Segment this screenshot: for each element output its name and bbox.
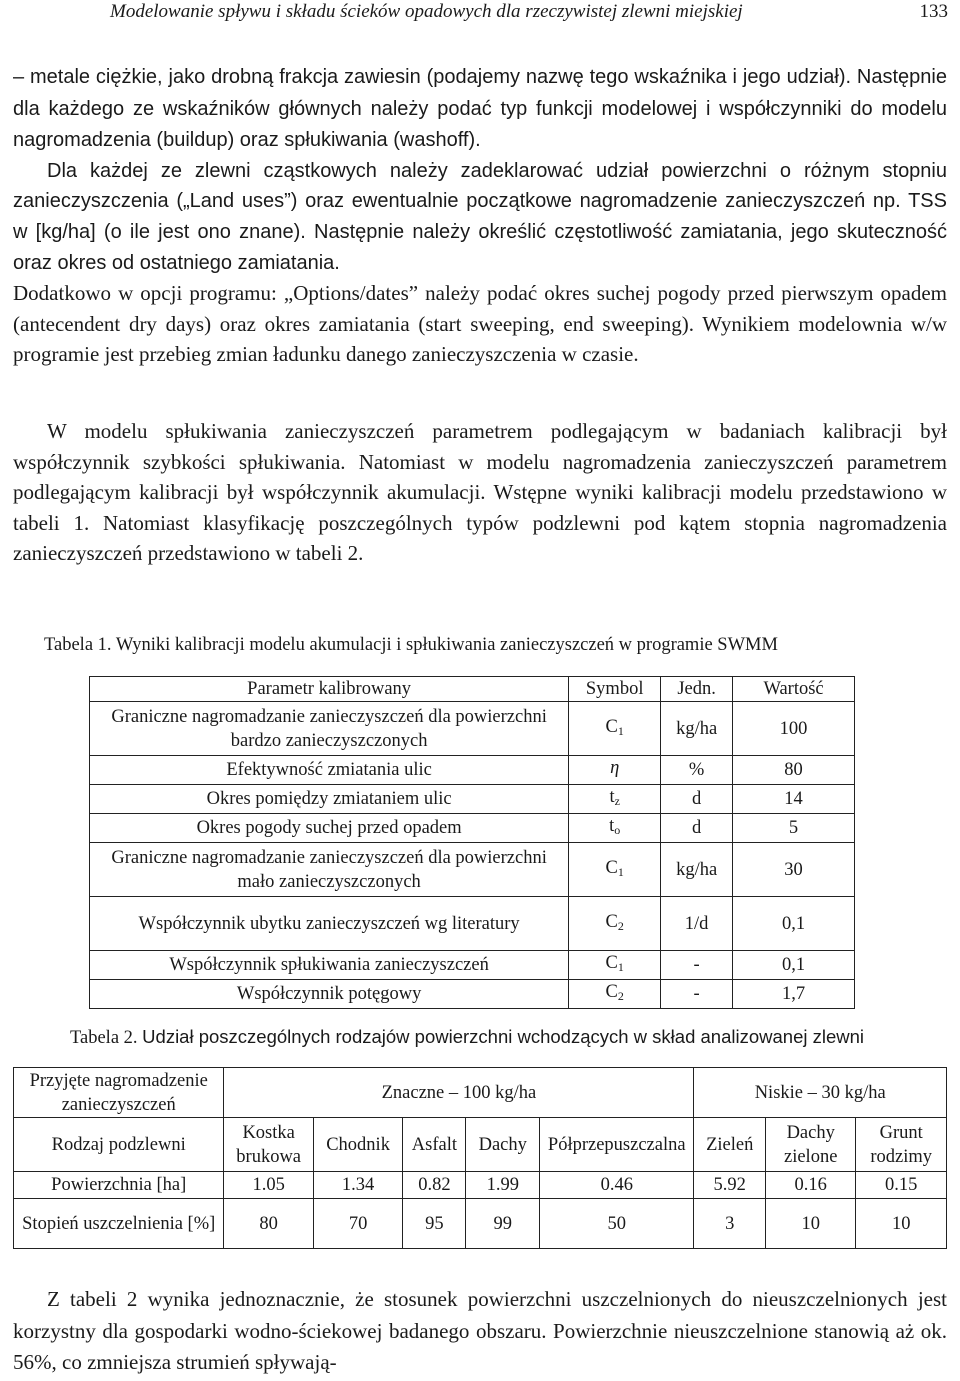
- header-value: Wartość: [733, 677, 855, 702]
- table-row: [90, 951, 855, 980]
- unit-cell: d: [661, 814, 733, 843]
- group-low-cell: Niskie – 30 kg/ha: [694, 1068, 947, 1118]
- table-row: [90, 980, 855, 1009]
- value-cell: 14: [733, 785, 855, 814]
- value-cell: 5: [733, 814, 855, 843]
- calibration-table: [89, 676, 855, 1009]
- type-cell: Dachy zielone: [765, 1118, 855, 1172]
- symbol-cell: $C_2$: [569, 980, 661, 1009]
- param-cell: Graniczne nagromadzanie zanieczyszczeń dla powierzchni bardzo zanieczyszczonych: [90, 702, 569, 756]
- table2-caption: Tabela 2. Udział poszczególnych rodzajów powierzchni wchodzących w skład analizowanej zlewni: [70, 1026, 865, 1048]
- seal-cell: 99: [466, 1199, 540, 1249]
- table-row: [14, 1118, 947, 1172]
- header-title: Modelowanie spływu i składu ścieków opadowych dla rzeczywistej zlewni miejskiej: [110, 1, 743, 22]
- row-label: Przyjęte nagromadzenie zanieczyszczeń: [14, 1068, 224, 1118]
- symbol-cell: η: [569, 756, 661, 785]
- value-cell: 30: [733, 843, 855, 897]
- value-cell: 0,1: [733, 951, 855, 980]
- area-cell: 0.46: [540, 1172, 694, 1199]
- symbol-cell: $C_1$: [569, 702, 661, 756]
- value-cell: 1,7: [733, 980, 855, 1009]
- paragraph-2-serif: Dodatkowo w opcji programu: „Options/dates” należy podać okres suchej pogody przed pierwszym opadem (antecendent dry days) oraz okres zamiatania (start sweeping, end sweeping). Wynikiem modelownia w/w programie jest przebieg zmian ładunku danego zanieczyszczenia w czasie.: [13, 281, 947, 367]
- area-cell: 1.34: [313, 1172, 402, 1199]
- paragraph-4: Z tabeli 2 wynika jednoznacznie, że stosunek powierzchni uszczelnionych do nieuszczelnionych jest korzystny dla gospodarki wodno-ściekowej badanego obszaru. Powierzchnie nieuszczelnione stanowią aż ok. 56%, co zmniejsza strumień spływają-: [13, 1287, 947, 1374]
- unit-cell: kg/ha: [661, 702, 733, 756]
- param-cell: Współczynnik potęgowy: [90, 980, 569, 1009]
- table-row: [90, 843, 855, 897]
- seal-cell: 3: [694, 1199, 766, 1249]
- area-cell: 5.92: [694, 1172, 766, 1199]
- seal-cell: 10: [856, 1199, 947, 1249]
- land-use-table: [13, 1067, 947, 1249]
- value-cell: 80: [733, 756, 855, 785]
- area-cell: 1.99: [466, 1172, 540, 1199]
- param-cell: Współczynnik ubytku zanieczyszczeń wg literatury: [90, 897, 569, 951]
- area-cell: 1.05: [224, 1172, 313, 1199]
- type-cell: Chodnik: [313, 1118, 402, 1172]
- seal-cell: 70: [313, 1199, 402, 1249]
- table-row: [14, 1172, 947, 1199]
- table-row: [90, 785, 855, 814]
- symbol-cell: $C_2$: [569, 897, 661, 951]
- param-cell: Graniczne nagromadzanie zanieczyszczeń dla powierzchni mało zanieczyszczonych: [90, 843, 569, 897]
- symbol-cell: $C_1$: [569, 951, 661, 980]
- symbol-cell: $t_z$: [569, 785, 661, 814]
- table-header-row: [90, 677, 855, 702]
- unit-cell: 1/d: [661, 897, 733, 951]
- unit-cell: %: [661, 756, 733, 785]
- type-cell: Półprzepuszczalna: [540, 1118, 694, 1172]
- header-param: Parametr kalibrowany: [90, 677, 569, 702]
- area-cell: 0.15: [856, 1172, 947, 1199]
- table-row: [90, 702, 855, 756]
- param-cell: Efektywność zmiatania ulic: [90, 756, 569, 785]
- symbol-cell: $C_1$: [569, 843, 661, 897]
- table1-caption: Tabela 1. Wyniki kalibracji modelu akumulacji i spłukiwania zanieczyszczeń w programie SWMM: [44, 635, 778, 655]
- param-cell: Współczynnik spłukiwania zanieczyszczeń: [90, 951, 569, 980]
- seal-cell: 80: [224, 1199, 313, 1249]
- page-number: 133: [919, 1, 948, 22]
- type-cell: Kostka brukowa: [224, 1118, 313, 1172]
- type-cell: Dachy: [466, 1118, 540, 1172]
- row-label: Stopień uszczelnienia [%]: [14, 1199, 224, 1249]
- header-symbol: Symbol: [569, 677, 661, 702]
- param-cell: Okres pogody suchej przed opadem: [90, 814, 569, 843]
- row-label: Powierzchnia [ha]: [14, 1172, 224, 1199]
- unit-cell: kg/ha: [661, 843, 733, 897]
- running-header: [0, 0, 960, 30]
- table-row: [90, 814, 855, 843]
- value-cell: 100: [733, 702, 855, 756]
- table-row: [14, 1068, 947, 1118]
- unit-cell: -: [661, 980, 733, 1009]
- unit-cell: d: [661, 785, 733, 814]
- seal-cell: 50: [540, 1199, 694, 1249]
- area-cell: 0.82: [403, 1172, 466, 1199]
- row-label: Rodzaj podzlewni: [14, 1118, 224, 1172]
- paragraph-1: – metale ciężkie, jako drobną frakcja zawiesin (podajemy nazwę tego wskaźnika i jego udział). Następnie dla każdego ze wskaźników głównych należy podać typ funkcji modelowej i współczynniki do modelu nagromadzenia (buildup) oraz spłukiwania (washoff). Dla każdej ze zlewni cząstkowych należy zadeklarować udział powierzchni o różnym stopniu zanieczyszczenia („Land uses”) oraz ewentualnie początkowe nagromadzenie zanieczyszczeń np. TSS w [kg/ha] (o ile jest ono znane). Następnie należy określić częstotliwość zamiatania, jego skuteczność oraz okres od ostatniego zamiatania. Dodatkowo w opcji programu: „Options/dates” należy podać okres suchej pogody przed pierwszym opadem (antecendent dry days) oraz okres zamiatania (start sweeping, end sweeping). Wynikiem modelownia w/w programie jest przebieg zmian ładunku danego zanieczyszczenia w czasie.: [13, 66, 947, 367]
- symbol-cell: $t_o$: [569, 814, 661, 843]
- group-high-cell: Znaczne – 100 kg/ha: [224, 1068, 694, 1118]
- paragraph-2-sans: Dla każdej ze zlewni cząstkowych należy zadeklarować udział powierzchni o różnym stopniu zanieczyszczenia („Land uses”) oraz ewentualnie początkowe nagromadzenie zanieczyszczeń np. TSS w [kg/ha] (o ile jest ono znane). Następnie należy określić częstotliwość zamiatania, jego skuteczność oraz okres od ostatniego zamiatania.: [13, 159, 947, 274]
- paragraph-3: W modelu spłukiwania zanieczyszczeń parametrem podlegającym w badaniach kalibracji był współczynnik szybkości spłukiwania. Natomiast w modelu nagromadzenia zanieczyszczeń parametrem podlegającym kalibracji był współczynnik akumulacji. Wstępne wyniki kalibracji modelu przedstawiono w tabeli 1. Natomiast klasyfikację poszczególnych typów podzlewni pod kątem stopnia nagromadzenia zanieczyszczeń przedstawiono w tabeli 2.: [13, 419, 947, 566]
- table-row: [90, 897, 855, 951]
- type-cell: Zieleń: [694, 1118, 766, 1172]
- param-cell: Okres pomiędzy zmiataniem ulic: [90, 785, 569, 814]
- type-cell: Grunt rodzimy: [856, 1118, 947, 1172]
- type-cell: Asfalt: [403, 1118, 466, 1172]
- seal-cell: 95: [403, 1199, 466, 1249]
- header-unit: Jedn.: [661, 677, 733, 702]
- area-cell: 0.16: [765, 1172, 855, 1199]
- unit-cell: -: [661, 951, 733, 980]
- value-cell: 0,1: [733, 897, 855, 951]
- table-row: [14, 1199, 947, 1249]
- seal-cell: 10: [765, 1199, 855, 1249]
- table-row: [90, 756, 855, 785]
